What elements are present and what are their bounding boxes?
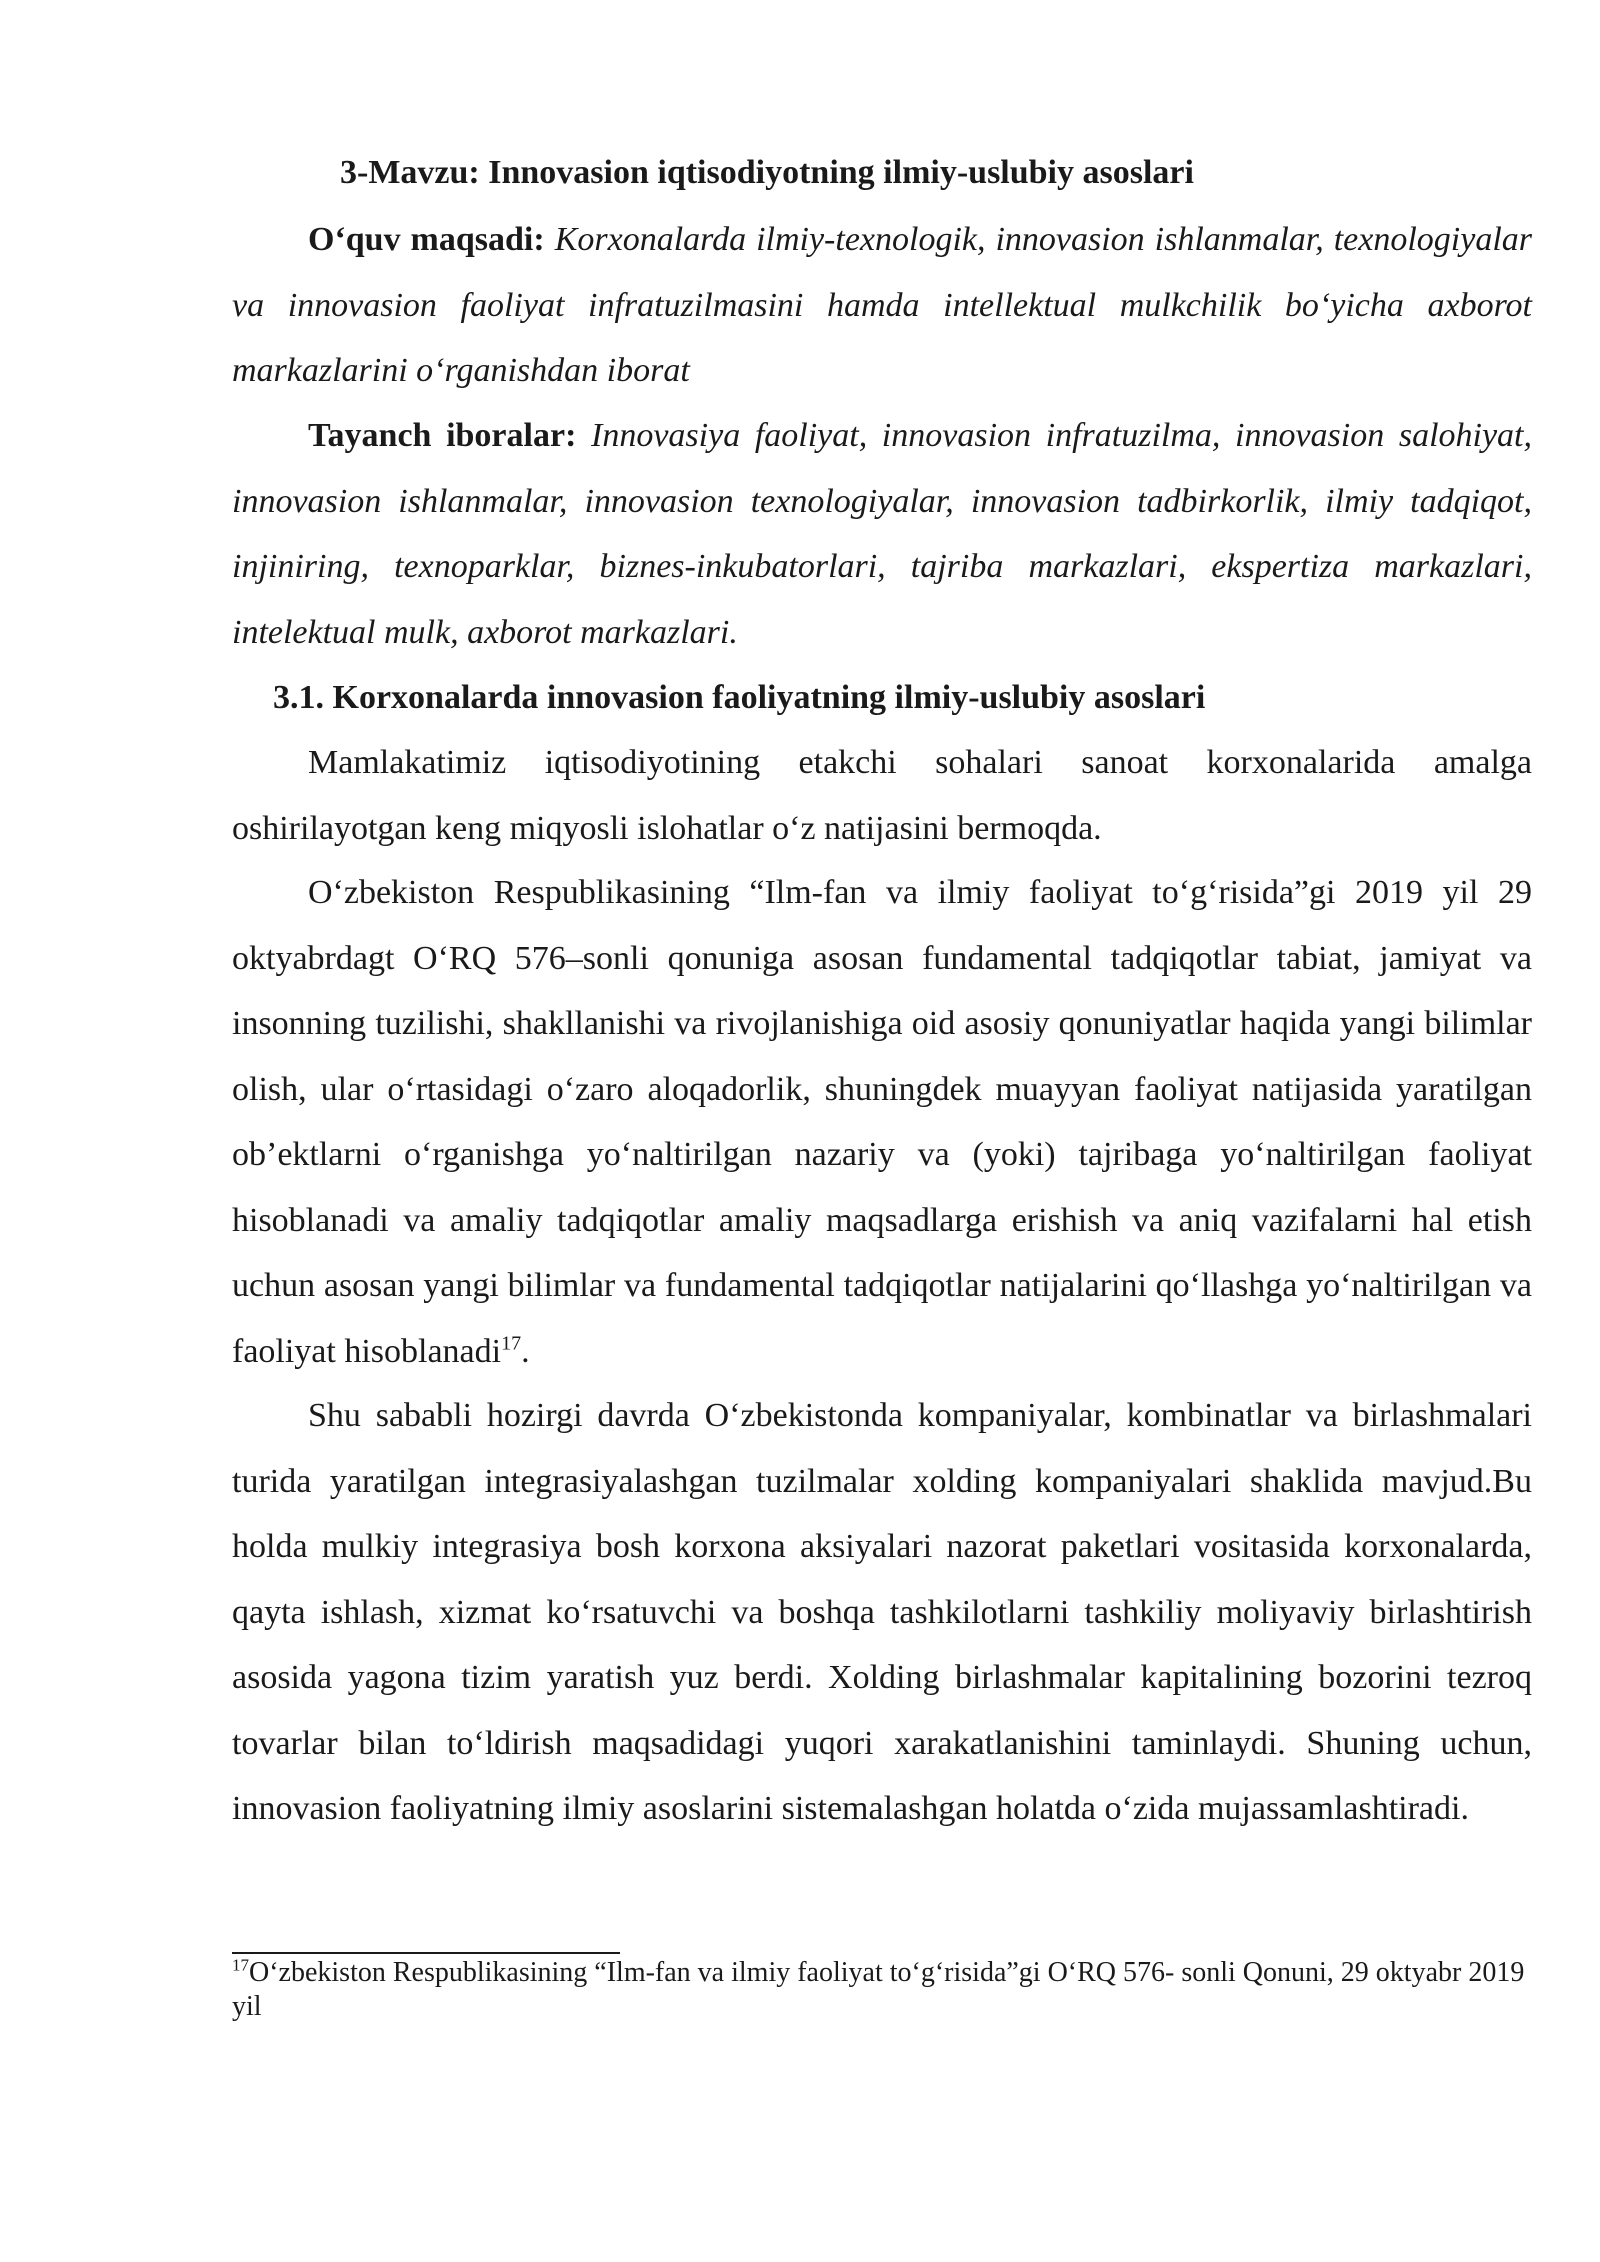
section-title: 3.1. Korxonalarda innovasion faoliyatning ilmiy-uslubiy asoslari	[273, 679, 1206, 716]
footnote-text: O‘zbekiston Respublikasining “Ilm-fan va ilmiy faoliyat to‘g‘risida”gi O‘RQ 576- sonli Qonuni, 29 oktyabr 2019 yil	[232, 1957, 1525, 2022]
body-paragraph-3: Shu sababli hozirgi davrda O‘zbekistonda kompaniyalar, kombinatlar va birlashmalari turida yaratilgan integrasiyalashgan tuzilmalar xolding kompaniyalari shaklida mavjud.Bu holda mulkiy integrasiya bosh korxona aksiyalari nazorat paketlari vositasida korxonalarda, qayta ishlash, xizmat ko‘rsatuvchi va boshqa tashkilotlarni tashkiliy moliyaviy birlashtirish asosida yagona tizim yaratish yuz berdi. Xolding birlashmalar kapitalining bozorini tezroq tovarlar bilan to‘ldirish maqsadidagi yuqori xarakatlanishini taminlaydi. Shuning uchun, innovasion faoliyatning ilmiy asoslarini sistemalashgan holatda o‘zida mujassamlashtiradi.	[232, 1397, 1532, 1827]
footnote	[232, 1956, 1532, 2024]
footnote-separator	[232, 1952, 620, 1954]
keywords-label: Tayanch iboralar:	[308, 417, 577, 454]
goal-text: Korxonalarda ilmiy-texnologik, innovasion ishlanmalar, texnologiyalar va innovasion faoliyat infratuzilmasini hamda intellektual mulkchilik bo‘yicha axborot markazlarini o‘rganishdan iborat	[232, 221, 1532, 389]
keywords-paragraph	[232, 403, 1532, 665]
footnote-number: 17	[232, 1955, 249, 1975]
page-title: 3-Mavzu: Innovasion iqtisodiyotning ilmiy-uslubiy asoslari	[340, 154, 1194, 191]
body-paragraph-2-text: O‘zbekiston Respublikasining “Ilm-fan va ilmiy faoliyat to‘g‘risida”gi 2019 yil 29 oktyabrdagt O‘RQ 576–sonli qonuniga asosan fundamental tadqiqotlar tabiat, jamiyat va insonning tuzilishi, shakllanishi va rivojlanishiga oid asosiy qonuniyatlar haqida yangi bilimlar olish, ular o‘rtasidagi o‘zaro aloqadorlik, shuningdek muayyan faoliyat natijasida yaratilgan ob’ektlarni o‘rganishga yo‘naltirilgan nazariy va (yoki) tajribaga yo‘naltirilgan faoliyat hisoblanadi va amaliy tadqiqotlar amaliy maqsadlarga erishish va aniq vazifalarni hal etish uchun asosan yangi bilimlar va fundamental tadqiqotlar natijalarini qo‘llashga yo‘naltirilgan va faoliyat hisoblanadi	[232, 874, 1532, 1370]
goal-paragraph	[232, 207, 1532, 404]
body-paragraph-2	[232, 860, 1532, 1384]
body-paragraph-2-end: .	[521, 1332, 530, 1370]
goal-label: O‘quv maqsadi:	[308, 221, 545, 258]
body-paragraph-1: Mamlakatimiz iqtisodiyotining etakchi sohalari sanoat korxonalarida amalga oshirilayotgan keng miqyosli islohatlar o‘z natijasini bermoqda.	[232, 744, 1532, 847]
footnote-reference[interactable]: 17	[501, 1332, 522, 1355]
keywords-text: Innovasiya faoliyat, innovasion infratuzilma, innovasion salohiyat, innovasion ishlanmalar, innovasion texnologiyalar, innovasion tadbirkorlik, ilmiy tadqiqot, injiniring, texnoparklar, biznes-inkubatorlari, tajriba markazlari, ekspertiza markazlari, intelektual mulk, axborot markazlari.	[232, 417, 1532, 651]
